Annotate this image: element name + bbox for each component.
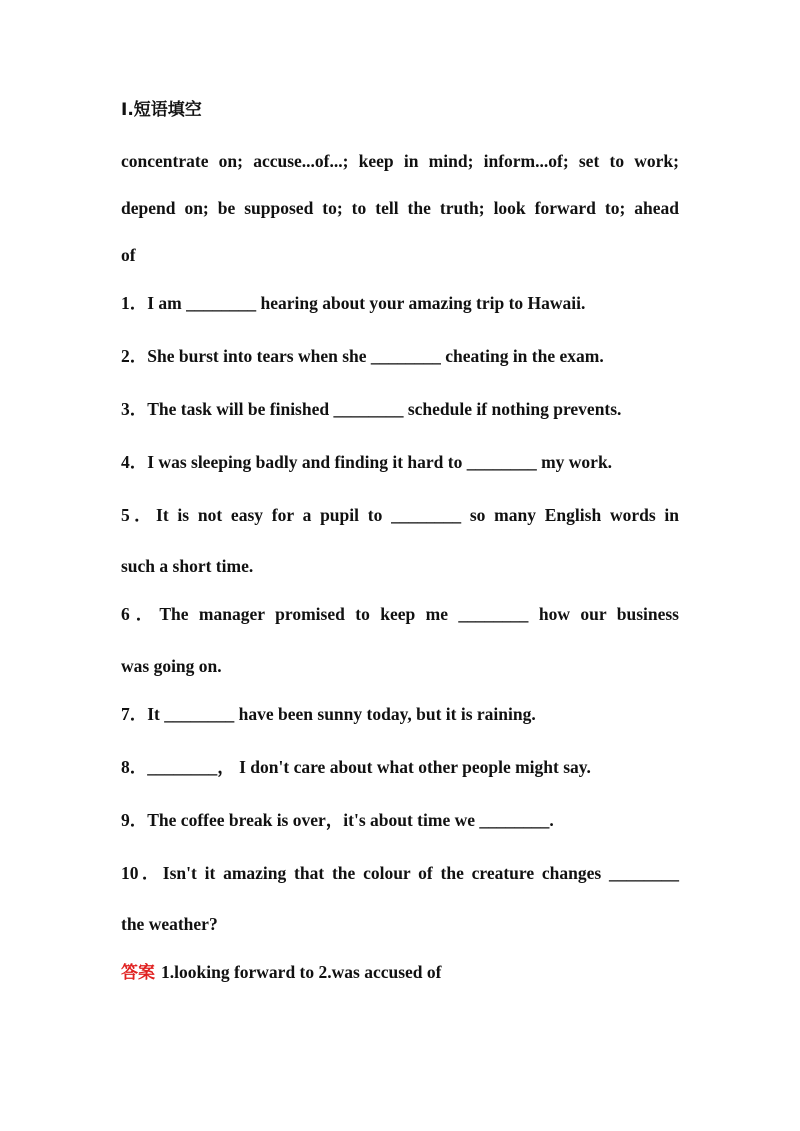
answer-text: 1.looking forward to 2.was accused of [161, 962, 442, 982]
question-9: 9．The coffee break is over，it's about time we ________. [121, 810, 554, 830]
question-3: 3．The task will be finished ________ schedule if nothing prevents. [121, 399, 622, 419]
question-7: 7．It ________ have been sunny today, but it is raining. [121, 704, 536, 724]
answer-line [121, 961, 679, 984]
section-title: Ⅰ.短语填空 [121, 100, 202, 120]
question-2: 2．She burst into tears when she ________ cheating in the exam. [121, 346, 604, 366]
answer-label: 答案 [121, 963, 155, 983]
question-1: 1．I am ________ hearing about your amazing trip to Hawaii. [121, 293, 586, 313]
question-10-line-2: the weather? [121, 914, 218, 934]
phrase-bank-line-1: concentrate on; accuse...of...; keep in mind; inform...of; set to work; [121, 151, 679, 171]
question-8: 8．________， I don't care about what other people might say. [121, 757, 591, 777]
question-6-line-2: was going on. [121, 656, 222, 676]
question-6-line-1: 6．The manager promised to keep me ________ how our business [121, 604, 679, 624]
phrase-bank-line-2: depend on; be supposed to; to tell the truth; look forward to; ahead [121, 198, 679, 218]
question-5-line-2: such a short time. [121, 556, 254, 576]
question-4: 4．I was sleeping badly and finding it hard to ________ my work. [121, 452, 613, 472]
phrase-bank-line-3: of [121, 245, 136, 265]
question-10-line-1: 10．Isn't it amazing that the colour of the creature changes ________ [121, 863, 679, 883]
question-5-line-1: 5．It is not easy for a pupil to ________ so many English words in [121, 505, 679, 525]
